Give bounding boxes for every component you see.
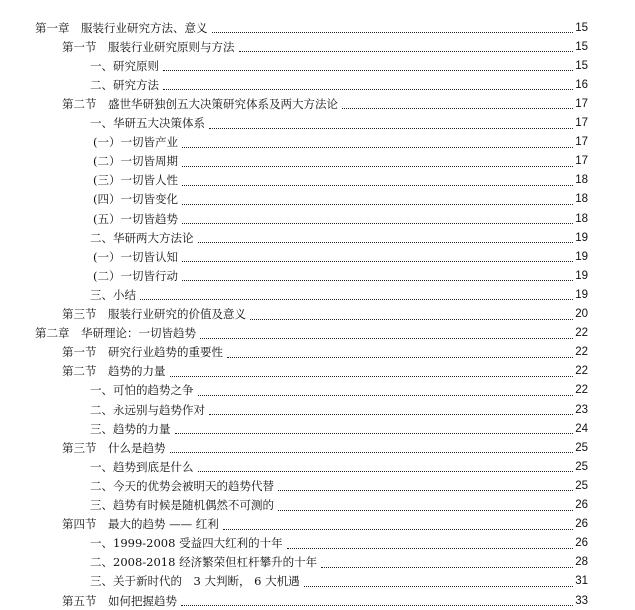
dot-leader [170,372,574,377]
toc-entry[interactable] [62,37,588,56]
toc-entry-page-number: 25 [575,441,588,454]
dot-leader [198,238,574,243]
toc-entry-page-number: 25 [575,479,588,492]
toc-entry-title: 二、今天的优势会被明天的趋势代替 [90,478,274,493]
dot-leader [223,525,573,530]
toc-entry[interactable] [93,209,588,228]
dot-leader [182,162,573,167]
toc-entry[interactable] [93,266,588,285]
dot-leader [140,295,573,300]
toc-entry-title: (一）一切皆认知 [93,249,178,264]
toc-entry-page-number: 33 [575,594,588,607]
toc-entry[interactable] [35,18,588,37]
toc-entry-page-number: 31 [575,575,588,588]
toc-entry-page-number: 15 [575,59,588,72]
dot-leader [239,47,574,52]
toc-entry[interactable] [90,400,588,419]
toc-entry[interactable] [62,515,588,534]
toc-entry[interactable] [93,133,588,152]
toc-entry-title: 一、可怕的趋势之争 [90,383,194,398]
toc-entry[interactable] [90,457,588,476]
toc-entry-page-number: 19 [575,288,588,301]
toc-entry-title: 二、2008-2018 经济繁荣但杠杆攀升的十年 [90,555,318,570]
dot-leader [278,506,573,511]
toc-entry-title: 一、1999-2008 受益四大红利的十年 [90,536,283,551]
toc-entry-title: 第五节 如何把握趋势 [62,593,177,608]
dot-leader [182,181,573,186]
toc-entry[interactable] [90,381,588,400]
toc-entry-title: 一、研究原则 [90,58,159,73]
toc-entry[interactable] [93,190,588,209]
toc-entry-page-number: 22 [575,384,588,397]
toc-entry-title: (二）一切皆行动 [93,268,178,283]
dot-leader [175,429,574,434]
toc-entry-title: (五）一切皆趋势 [93,211,178,226]
dot-leader [182,257,573,262]
toc-entry-page-number: 24 [575,422,588,435]
toc-entry-title: 第二节 盛世华研独创五大决策研究体系及两大方法论 [62,96,338,111]
toc-entry-title: 第四节 最大的趋势 —— 红利 [62,517,219,532]
dot-leader [342,104,573,109]
toc-entry-title: 三、趋势的力量 [90,421,171,436]
toc-entry-title: (一）一切皆产业 [93,135,178,150]
toc-entry-page-number: 18 [575,174,588,187]
toc-entry[interactable] [62,591,588,610]
toc-entry-title: 第二章 华研理论：一切皆趋势 [35,326,196,341]
toc-entry[interactable] [62,438,588,457]
toc-entry[interactable] [90,228,588,247]
toc-entry-page-number: 19 [575,269,588,282]
dot-leader [304,582,574,587]
dot-leader [287,544,574,549]
toc-entry-page-number: 18 [575,212,588,225]
dot-leader [278,486,573,491]
toc-entry-title: 三、趋势有时候是随机偶然不可测的 [90,498,274,512]
toc-entry-title: 第三节 服装行业研究的价值及意义 [62,307,246,321]
dot-leader [182,219,573,224]
toc-entry[interactable] [93,247,588,266]
toc-entry-page-number: 15 [575,40,588,53]
toc-entry-title: 第二节 趋势的力量 [62,364,166,379]
dot-leader [227,353,573,358]
dot-leader [182,200,573,205]
toc-entry-page-number: 23 [575,403,588,416]
toc-entry-title: 三、小结 [90,287,136,302]
toc-entry[interactable] [62,305,588,324]
toc-entry[interactable] [90,419,588,438]
dot-leader [321,563,573,568]
toc-entry[interactable] [62,343,588,362]
toc-entry[interactable] [90,56,588,75]
dot-leader [182,276,573,281]
dot-leader [200,334,573,339]
toc-entry[interactable] [90,114,588,133]
toc-entry-title: 一、趋势到底是什么 [90,459,194,474]
toc-entry[interactable] [90,572,588,591]
toc-entry-title: (四）一切皆变化 [93,192,178,207]
toc-entry[interactable] [90,75,588,94]
dot-leader [209,410,573,415]
toc-entry[interactable] [90,496,588,515]
toc-entry[interactable] [90,285,588,304]
toc-entry-title: 二、永远别与趋势作对 [90,402,205,417]
dot-leader [170,448,574,453]
toc-entry-page-number: 26 [575,537,588,550]
dot-leader [163,85,573,90]
toc-entry-title: 二、研究方法 [90,77,159,92]
dot-leader [198,467,574,472]
toc-entry-page-number: 19 [575,250,588,263]
dot-leader [209,124,573,129]
toc-entry-page-number: 22 [575,346,588,359]
toc-entry[interactable] [90,534,588,553]
toc-entry[interactable] [62,362,588,381]
toc-entry-page-number: 20 [575,308,588,320]
toc-entry-page-number: 22 [575,365,588,378]
dot-leader [212,28,574,33]
toc-entry-title: 二、华研两大方法论 [90,230,194,245]
toc-entry-page-number: 17 [575,97,588,110]
toc-entry-page-number: 26 [575,518,588,531]
toc-entry-title: 第一节 研究行业趋势的重要性 [62,345,223,360]
toc-entry-page-number: 17 [575,155,588,168]
toc-entry-title: 一、华研五大决策体系 [90,116,205,130]
toc-entry-title: 三、关于新时代的 3 大判断， 6 大机遇 [90,574,300,589]
dot-leader [181,601,573,606]
toc-entry-title: 第一节 服装行业研究原则与方法 [62,39,235,54]
toc-entry-title: 第三节 什么是趋势 [62,440,166,455]
dot-leader [250,315,573,320]
toc-entry-title: (二）一切皆周期 [93,154,178,169]
toc-entry-page-number: 15 [575,21,588,34]
toc-entry-page-number: 28 [575,556,588,569]
toc-entry[interactable] [90,553,588,572]
toc-entry[interactable] [90,476,588,495]
toc-entry-page-number: 19 [575,231,588,244]
toc-entry-page-number: 22 [575,327,588,340]
toc-entry-page-number: 18 [575,193,588,206]
toc-entry[interactable] [93,152,588,171]
dot-leader [198,391,574,396]
toc-entry-title: (三）一切皆人性 [93,173,178,188]
toc-entry-page-number: 16 [575,78,588,91]
dot-leader [163,66,573,71]
toc-entry-page-number: 17 [575,136,588,149]
toc-entry-page-number: 25 [575,460,588,473]
toc-entry-title: 第一章 服装行业研究方法、意义 [35,20,208,35]
toc-entry-page-number: 17 [575,117,588,129]
dot-leader [182,143,573,148]
toc-entry[interactable] [93,171,588,190]
toc-entry[interactable] [35,324,588,343]
toc-entry-page-number: 26 [575,499,588,511]
toc-entry[interactable] [62,94,588,113]
